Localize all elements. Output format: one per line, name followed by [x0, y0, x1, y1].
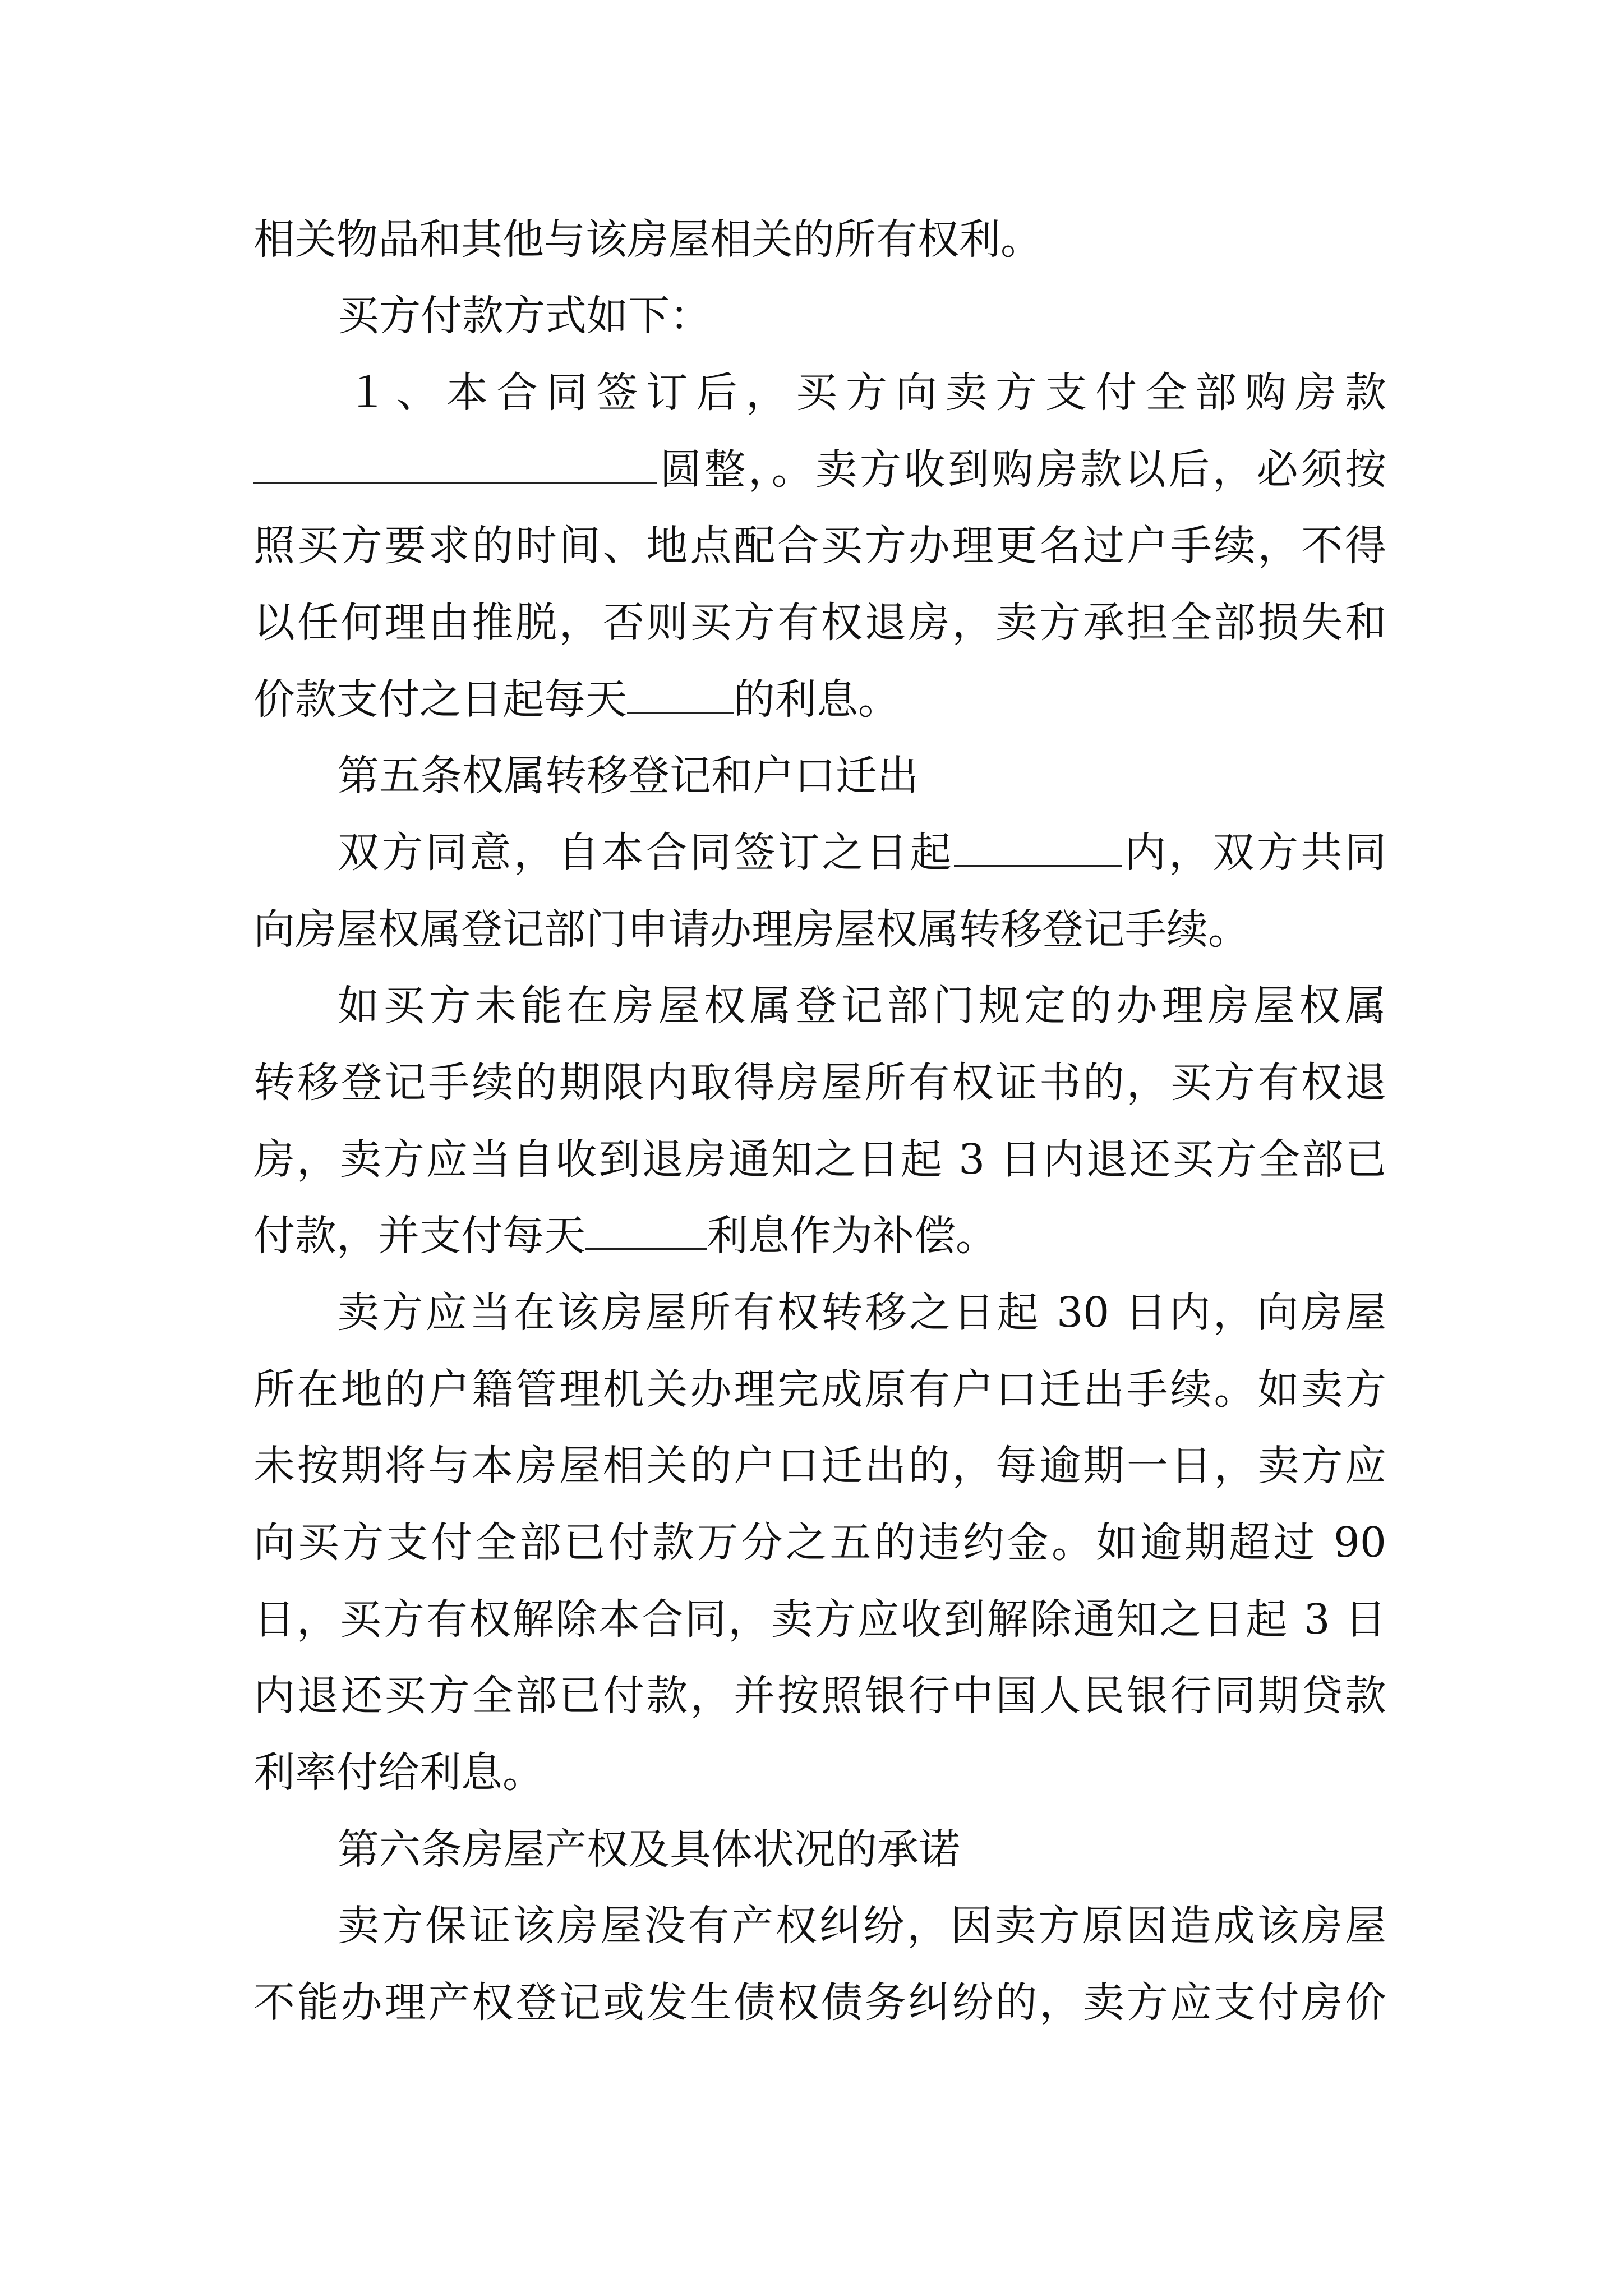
section-heading-6: 第六条房屋产权及具体状况的承诺 [338, 1825, 960, 1874]
text-line-9: 双方同意，自本合同签订之日起 内，双方共同 [338, 829, 1386, 877]
text-line-13: 房，卖方应当自收到退房通知之日起 3 日内退还买方全部已 [253, 1135, 1386, 1184]
text-line-16: 所在地的户籍管理机关办理完成原有户口迁出手续。如卖方 [253, 1365, 1386, 1414]
compensation-interest-blank[interactable] [585, 1213, 707, 1250]
text-line-5: 照买方要求的时间、地点配合买方办理更名过户手续，不得 [253, 522, 1386, 570]
transfer-period-blank[interactable] [954, 830, 1122, 867]
text-line-3: １、本合同签订后，买方向卖方支付全部购房款 [347, 369, 1386, 417]
text-line-17: 未按期将与本房屋相关的户口迁出的，每逾期一日，卖方应 [253, 1442, 1386, 1490]
text-line-15: 卖方应当在该房屋所有权转移之日起 30 日内，向房屋 [338, 1289, 1386, 1337]
text-line-7: 价款支付之日起每天 的利息。 [253, 675, 900, 724]
text-line-14: 付款，并支付每天 利息作为补偿。 [253, 1212, 997, 1260]
text-line-20: 内退还买方全部已付款，并按照银行中国人民银行同期贷款 [253, 1672, 1386, 1720]
text-line-6: 以任何理由推脱，否则买方有权退房，卖方承担全部损失和 [253, 599, 1386, 647]
text-line-1: 相关物品和其他与该房屋相关的所有权利。 [253, 215, 1042, 264]
text-line-10: 向房屋权属登记部门申请办理房屋权属转移登记手续。 [253, 905, 1249, 954]
text-line-18: 向买方支付全部已付款万分之五的违约金。如逾期超过 90 [253, 1519, 1386, 1567]
text-line-19: 日，买方有权解除本合同，卖方应收到解除通知之日起 3 日 [253, 1595, 1386, 1644]
amount-blank[interactable] [253, 447, 657, 484]
text-line-11: 如买方未能在房屋权属登记部门规定的办理房屋权属 [338, 982, 1386, 1030]
text-line-12: 转移登记手续的期限内取得房屋所有权证书的，买方有权退 [253, 1059, 1386, 1107]
text-line-4: 圆整，。卖方收到购房款以后，必须按 [253, 439, 1386, 500]
text-line-23: 卖方保证该房屋没有产权纠纷，因卖方原因造成该房屋 [338, 1902, 1386, 1950]
text-line-2: 买方付款方式如下： [338, 292, 711, 340]
daily-interest-blank[interactable] [627, 677, 734, 714]
text-line-24: 不能办理产权登记或发生债权债务纠纷的，卖方应支付房价 [253, 1978, 1386, 2027]
text-line-21: 利率付给利息。 [253, 1749, 544, 1797]
section-heading-5: 第五条权属转移登记和户口迁出 [338, 752, 919, 800]
